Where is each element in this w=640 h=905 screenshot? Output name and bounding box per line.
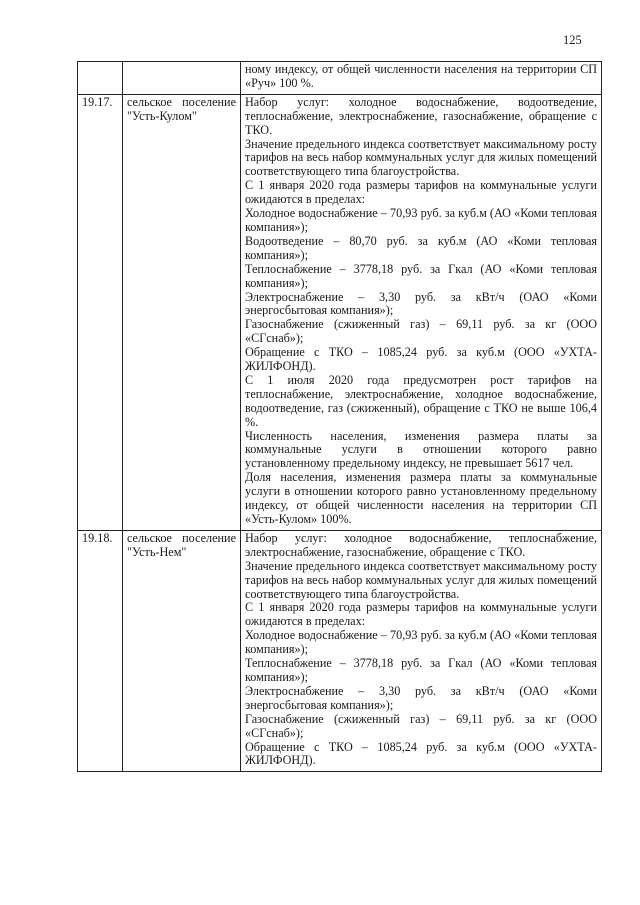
settlement-name: сельское поселение "Усть-Кулом" (123, 94, 241, 530)
row-number: 19.18. (78, 530, 123, 771)
description-paragraph: Обращение с ТКО – 1085,24 руб. за куб.м (ООО «УХТА-ЖИЛФОНД). (245, 739, 597, 768)
description-paragraph: Теплоснабжение – 3778,18 руб. за Гкал (АО «Коми тепловая компания»); (245, 261, 597, 290)
description-paragraph: Обращение с ТКО – 1085,24 руб. за куб.м (ООО «УХТА-ЖИЛФОНД). (245, 345, 597, 374)
description-paragraph: Электроснабжение – 3,30 руб. за кВт/ч (ОАО «Коми энергосбытовая компания»); (245, 289, 597, 318)
description-paragraph: Значение предельного индекса соответствует максимальному росту тарифов на весь набор коммунальных услуг для жилых помещений соответствующего типа благоустройства. (245, 136, 597, 179)
description-paragraph: Водоотведение – 80,70 руб. за куб.м (АО «Коми тепловая компания»); (245, 233, 597, 262)
description-paragraph: С 1 января 2020 года размеры тарифов на коммунальные услуги ожидаются в пределах: (245, 600, 597, 629)
description-paragraph: Холодное водоснабжение – 70,93 руб. за куб.м (АО «Коми тепловая компания»); (245, 628, 597, 657)
description-paragraph: Набор услуг: холодное водоснабжение, водоотведение, теплоснабжение, электроснабжение, газоснабжение, обращение с ТКО. (245, 94, 597, 137)
description-paragraph: Доля населения, изменения размера платы за коммунальные услуги в отношении которого равно установленному предельному индексу, от общей численности населения на территории СП «Усть-Кулом» 100%. (245, 470, 597, 526)
settlement-name: сельское поселение "Усть-Нем" (123, 530, 241, 771)
description-paragraph: Газоснабжение (сжиженный газ) – 69,11 руб. за кг (ООО «СГснаб»); (245, 711, 597, 740)
description-paragraph: Теплоснабжение – 3778,18 руб. за Гкал (АО «Коми тепловая компания»); (245, 656, 597, 684)
row-description (241, 530, 602, 771)
description-paragraph: Газоснабжение (сжиженный газ) – 69,11 руб. за кг (ООО «СГснаб»); (245, 317, 597, 346)
row-number (78, 62, 123, 95)
table-row (78, 94, 602, 530)
table-row (78, 62, 602, 95)
description-paragraph: ному индексу, от общей численности населения на территории СП «Руч» 100 %. (245, 62, 597, 90)
description-paragraph: Холодное водоснабжение – 70,93 руб. за куб.м (АО «Коми тепловая компания»); (245, 206, 597, 234)
row-number: 19.17. (78, 94, 123, 530)
page-number: 125 (563, 33, 582, 47)
row-description (241, 94, 602, 530)
description-paragraph: Значение предельного индекса соответствует максимальному росту тарифов на весь набор коммунальных услуг для жилых помещений соответствующего типа благоустройства. (245, 558, 597, 601)
table-row (78, 530, 602, 771)
description-paragraph: С 1 июля 2020 года предусмотрен рост тарифов на теплоснабжение, электроснабжение, холодное водоснабжение, водоотведение, газ (сжиженный), обращение с ТКО не выше 106,4 %. (245, 372, 597, 429)
description-paragraph: Электроснабжение – 3,30 руб. за кВт/ч (ОАО «Коми энергосбытовая компания»); (245, 683, 597, 712)
tariff-table (77, 61, 602, 772)
settlement-name (123, 62, 241, 95)
description-paragraph: Численность населения, изменения размера платы за коммунальные услуги в отношении которого равно установленному предельному индексу, не превышает 5617 чел. (245, 428, 597, 471)
description-paragraph: С 1 января 2020 года размеры тарифов на коммунальные услуги ожидаются в пределах: (245, 178, 597, 207)
row-description (241, 62, 602, 95)
description-paragraph: Набор услуг: холодное водоснабжение, теплоснабжение, электроснабжение, газоснабжение, обращение с ТКО. (245, 530, 597, 559)
